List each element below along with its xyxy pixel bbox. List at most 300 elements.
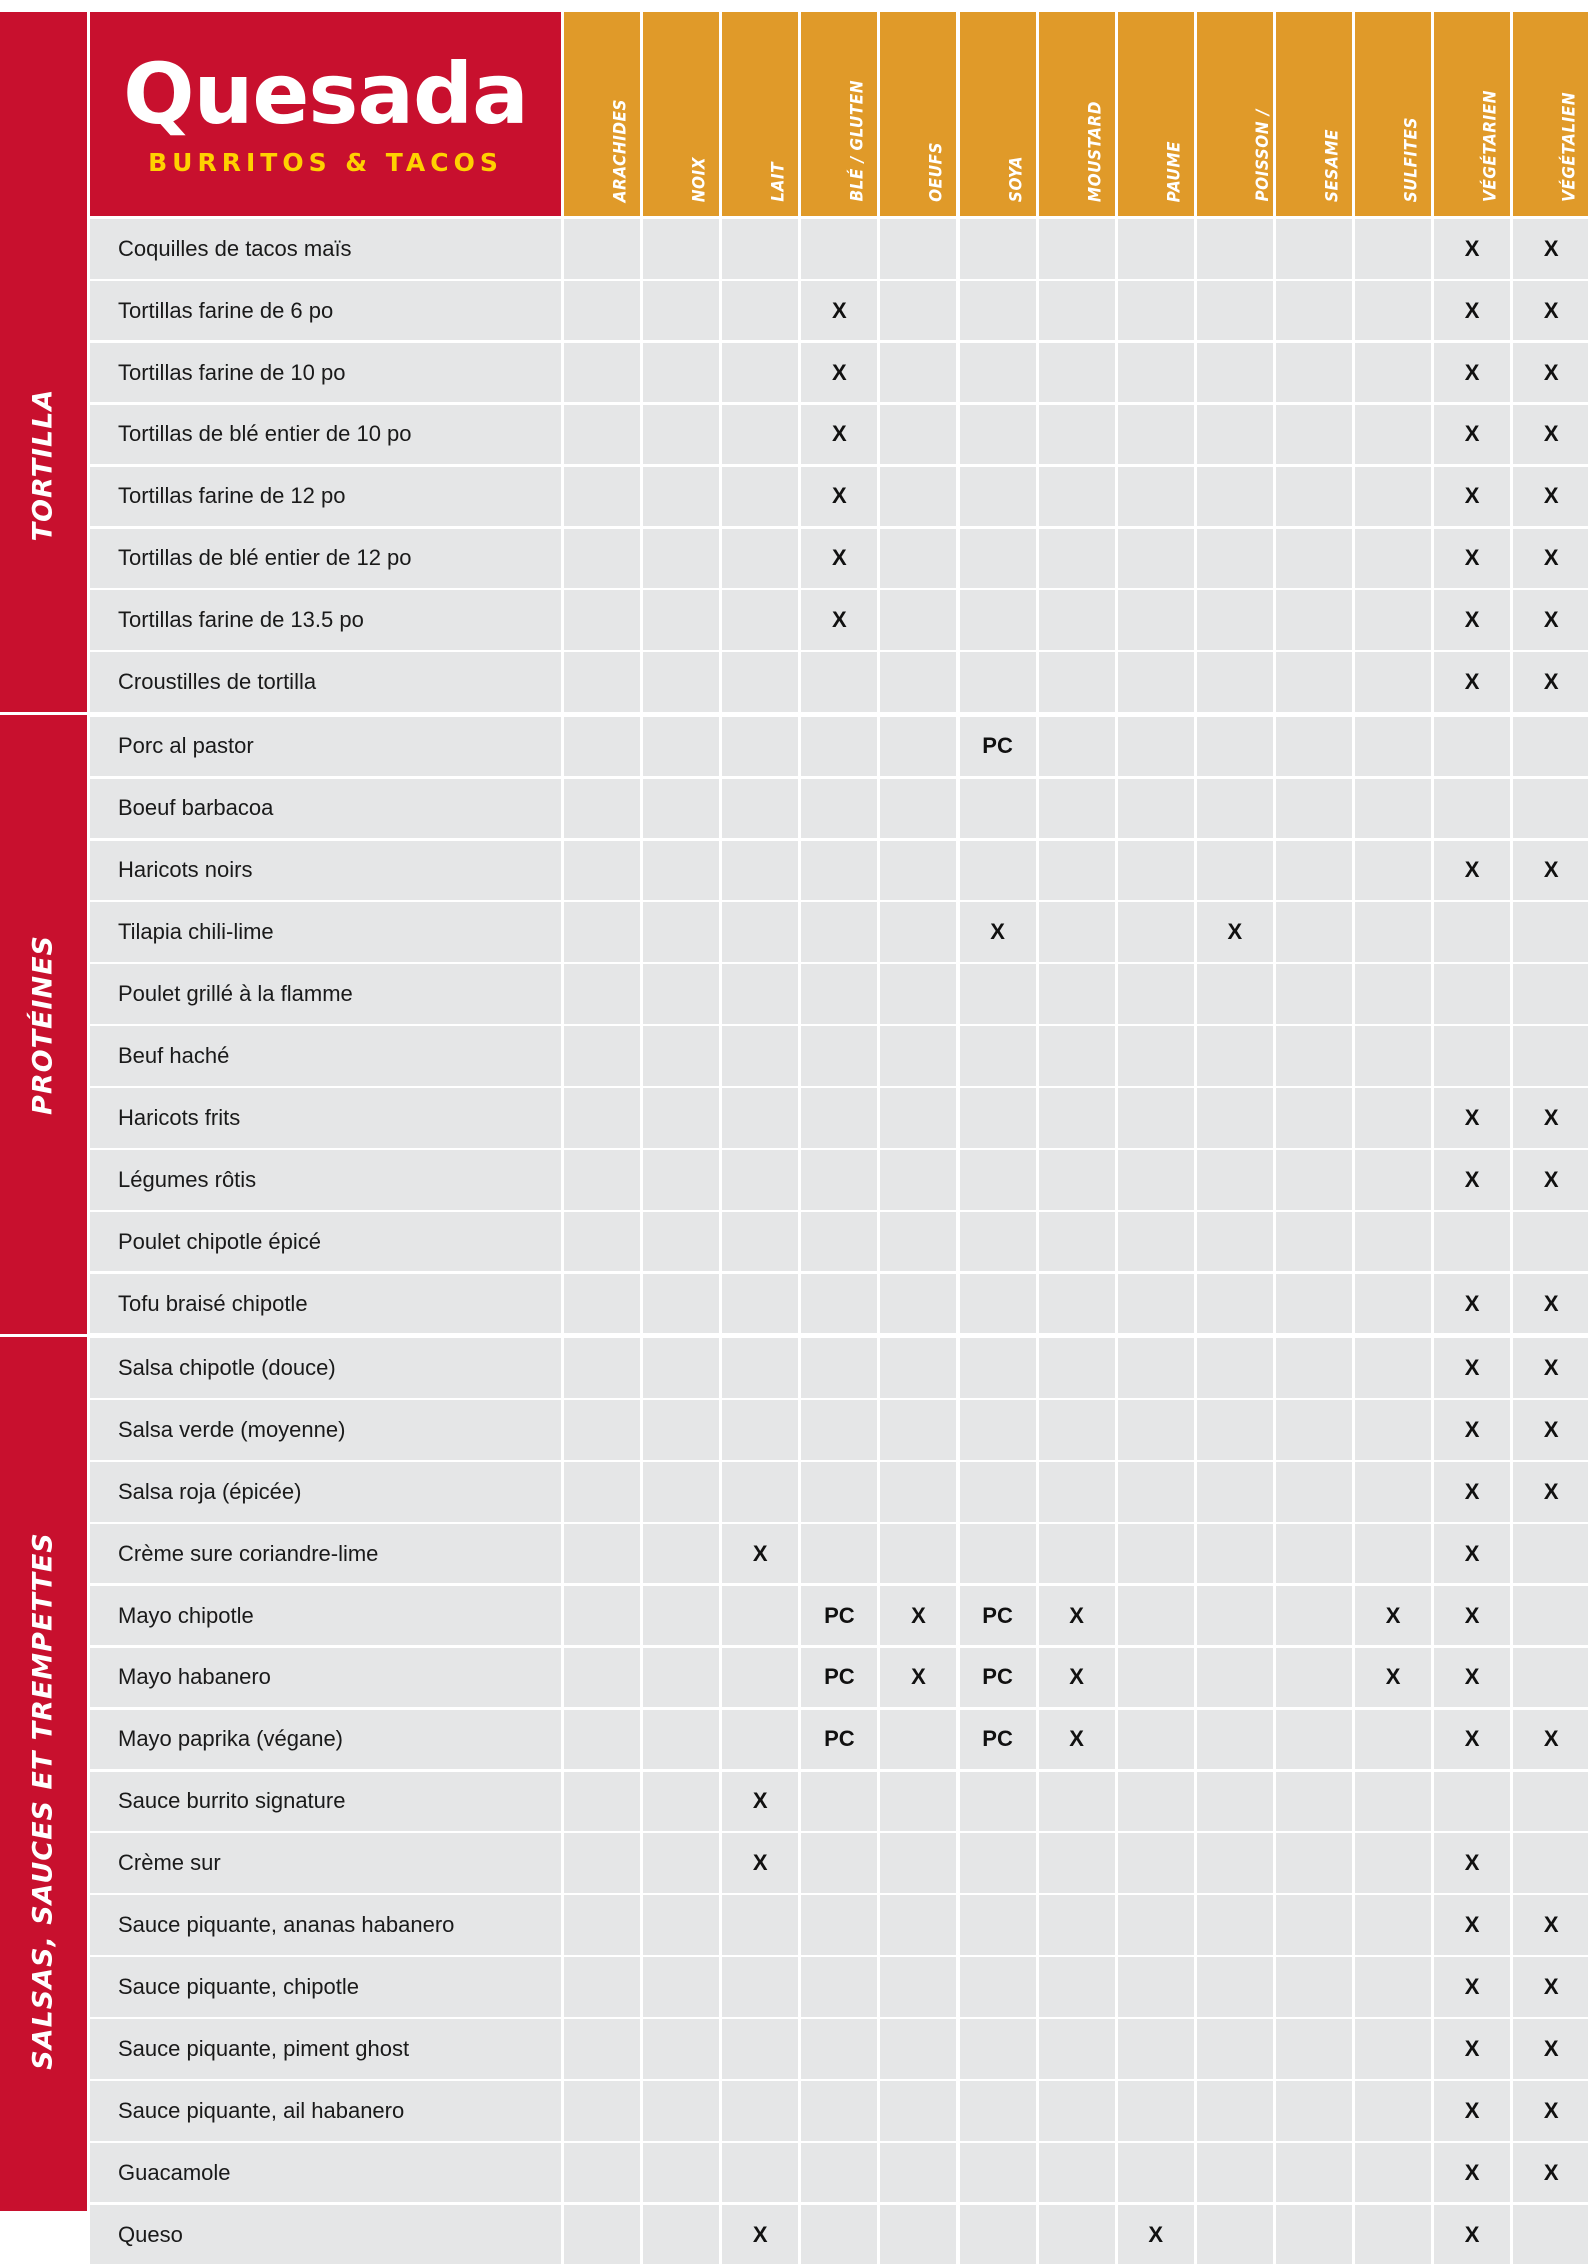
allergen-mark: PC bbox=[982, 733, 1013, 759]
allergen-mark: X bbox=[911, 1602, 926, 1628]
allergen-cell bbox=[1513, 1772, 1588, 1832]
allergen-cell bbox=[643, 1088, 719, 1148]
allergen-cell bbox=[1118, 281, 1194, 341]
allergen-cell bbox=[1513, 1150, 1588, 1210]
allergen-mark: X bbox=[1543, 1166, 1559, 1192]
row-item-name: Tilapia chili-lime bbox=[118, 919, 274, 945]
table-row bbox=[90, 1400, 561, 1460]
allergen-cell bbox=[1197, 1088, 1273, 1148]
allergen-cell bbox=[564, 590, 640, 650]
allergen-cell bbox=[1355, 1772, 1431, 1832]
allergen-cell bbox=[1355, 717, 1431, 777]
allergen-mark: X bbox=[1543, 1416, 1559, 1442]
allergen-cell bbox=[1513, 1026, 1588, 1086]
allergen-cell bbox=[1118, 902, 1194, 962]
allergen-cell bbox=[801, 1772, 877, 1832]
allergen-cell bbox=[801, 1212, 877, 1272]
allergen-mark: PC bbox=[982, 1726, 1013, 1752]
row-item-name: Poulet chipotle épicé bbox=[118, 1228, 322, 1254]
allergen-cell bbox=[1276, 281, 1352, 341]
allergen-cell bbox=[1276, 1338, 1352, 1398]
allergen-cell bbox=[1118, 717, 1194, 777]
allergen-cell bbox=[1513, 1833, 1588, 1893]
allergen-cell bbox=[1197, 1833, 1273, 1893]
allergen-cell bbox=[564, 1957, 640, 2017]
allergen-cell bbox=[722, 590, 798, 650]
allergen-cell bbox=[1513, 281, 1588, 341]
allergen-cell bbox=[801, 590, 877, 650]
table-row bbox=[90, 1895, 561, 1955]
row-item-name: Coquilles de tacos maïs bbox=[118, 235, 352, 261]
allergen-cell bbox=[1197, 1274, 1273, 1334]
allergen-cell bbox=[801, 779, 877, 839]
allergen-cell bbox=[1197, 219, 1273, 279]
allergen-cell bbox=[722, 1895, 798, 1955]
column-header-label: MOUSTARD bbox=[1085, 100, 1106, 202]
allergen-cell bbox=[643, 343, 719, 403]
allergen-cell bbox=[1355, 343, 1431, 403]
allergen-cell bbox=[1118, 841, 1194, 901]
allergen-mark: X bbox=[832, 545, 847, 571]
allergen-cell bbox=[1355, 2143, 1431, 2203]
allergen-mark: X bbox=[1464, 2159, 1480, 2185]
allergen-cell bbox=[1197, 1462, 1273, 1522]
allergen-cell bbox=[1197, 2081, 1273, 2141]
allergen-cell bbox=[643, 1524, 719, 1584]
allergen-cell bbox=[880, 529, 956, 589]
allergen-cell bbox=[801, 219, 877, 279]
allergen-cell bbox=[722, 467, 798, 527]
allergen-cell bbox=[722, 902, 798, 962]
allergen-cell bbox=[1434, 1772, 1510, 1832]
allergen-cell bbox=[1355, 652, 1431, 712]
column-header-label: OEUFS bbox=[926, 142, 947, 202]
allergen-cell bbox=[1197, 590, 1273, 650]
allergen-mark: X bbox=[1464, 2035, 1480, 2061]
table-row bbox=[90, 964, 561, 1024]
allergen-mark: PC bbox=[982, 1602, 1013, 1628]
allergen-cell bbox=[1434, 652, 1510, 712]
table-row bbox=[90, 2205, 561, 2264]
allergen-cell bbox=[801, 1400, 877, 1460]
allergen-cell bbox=[722, 717, 798, 777]
allergen-mark: X bbox=[990, 919, 1005, 945]
allergen-mark: X bbox=[832, 359, 847, 385]
allergen-cell bbox=[1197, 1772, 1273, 1832]
allergen-mark: X bbox=[1069, 1664, 1084, 1690]
allergen-cell bbox=[1039, 1212, 1115, 1272]
allergen-cell bbox=[1513, 652, 1588, 712]
allergen-cell bbox=[722, 1400, 798, 1460]
allergen-cell bbox=[801, 1524, 877, 1584]
allergen-cell bbox=[1434, 590, 1510, 650]
allergen-cell bbox=[801, 1957, 877, 2017]
allergen-cell bbox=[1276, 2081, 1352, 2141]
allergen-cell bbox=[1355, 1338, 1431, 1398]
allergen-cell bbox=[1197, 717, 1273, 777]
allergen-cell bbox=[880, 1833, 956, 1893]
row-item-name: Haricots frits bbox=[118, 1104, 241, 1130]
allergen-mark: X bbox=[1464, 483, 1480, 509]
allergen-cell bbox=[643, 281, 719, 341]
allergen-cell bbox=[1197, 652, 1273, 712]
allergen-cell bbox=[801, 2081, 877, 2141]
allergen-cell bbox=[1276, 405, 1352, 465]
allergen-cell bbox=[1513, 1212, 1588, 1272]
row-item-name: Haricots noirs bbox=[118, 857, 253, 883]
allergen-mark: X bbox=[1464, 1354, 1480, 1380]
allergen-cell bbox=[1513, 1462, 1588, 1522]
allergen-cell bbox=[564, 841, 640, 901]
allergen-cell bbox=[880, 1150, 956, 1210]
allergen-cell bbox=[880, 1338, 956, 1398]
allergen-cell bbox=[801, 1462, 877, 1522]
allergen-mark: X bbox=[1464, 235, 1480, 261]
allergen-cell bbox=[960, 219, 1036, 279]
allergen-cell bbox=[960, 467, 1036, 527]
brand-logo bbox=[90, 12, 561, 216]
allergen-cell bbox=[1039, 1400, 1115, 1460]
allergen-cell bbox=[1434, 1895, 1510, 1955]
allergen-cell bbox=[1434, 1338, 1510, 1398]
allergen-cell bbox=[643, 1833, 719, 1893]
table-row bbox=[90, 902, 561, 962]
allergen-cell bbox=[1118, 1400, 1194, 1460]
allergen-cell bbox=[1197, 529, 1273, 589]
allergen-cell bbox=[1039, 467, 1115, 527]
allergen-cell bbox=[880, 2143, 956, 2203]
allergen-cell bbox=[1118, 2143, 1194, 2203]
allergen-cell bbox=[1039, 717, 1115, 777]
allergen-cell bbox=[722, 529, 798, 589]
allergen-cell bbox=[643, 1274, 719, 1334]
allergen-cell bbox=[1197, 281, 1273, 341]
allergen-cell bbox=[1039, 343, 1115, 403]
allergen-cell bbox=[564, 219, 640, 279]
allergen-cell bbox=[564, 1212, 640, 1272]
allergen-cell bbox=[1355, 1462, 1431, 1522]
allergen-cell bbox=[1434, 1026, 1510, 1086]
row-item-name: Porc al pastor bbox=[118, 733, 254, 759]
allergen-cell bbox=[564, 1710, 640, 1770]
allergen-cell bbox=[1197, 1586, 1273, 1646]
allergen-cell bbox=[564, 1338, 640, 1398]
allergen-cell bbox=[1355, 590, 1431, 650]
allergen-cell bbox=[1513, 717, 1588, 777]
allergen-cell bbox=[643, 1586, 719, 1646]
allergen-cell bbox=[1355, 1524, 1431, 1584]
allergen-cell bbox=[1434, 964, 1510, 1024]
allergen-cell bbox=[1118, 405, 1194, 465]
allergen-cell bbox=[1039, 902, 1115, 962]
allergen-mark: X bbox=[1543, 545, 1559, 571]
allergen-cell bbox=[1197, 1338, 1273, 1398]
allergen-mark: X bbox=[752, 2221, 768, 2247]
allergen-cell bbox=[1434, 405, 1510, 465]
allergen-cell bbox=[1513, 467, 1588, 527]
allergen-mark: X bbox=[1464, 1104, 1480, 1130]
table-row bbox=[90, 1957, 561, 2017]
allergen-cell bbox=[1434, 1586, 1510, 1646]
allergen-cell bbox=[643, 2205, 719, 2264]
allergen-cell bbox=[1039, 1088, 1115, 1148]
allergen-cell bbox=[1276, 219, 1352, 279]
allergen-mark: X bbox=[1543, 607, 1559, 633]
allergen-cell bbox=[1276, 2019, 1352, 2079]
allergen-cell bbox=[1118, 2081, 1194, 2141]
allergen-cell bbox=[801, 2143, 877, 2203]
allergen-cell bbox=[1513, 590, 1588, 650]
allergen-cell bbox=[1355, 2019, 1431, 2079]
allergen-cell bbox=[960, 1274, 1036, 1334]
allergen-cell bbox=[960, 2205, 1036, 2264]
allergen-cell bbox=[1434, 281, 1510, 341]
allergen-cell bbox=[1355, 1895, 1431, 1955]
allergen-cell bbox=[643, 1648, 719, 1708]
allergen-mark: X bbox=[1464, 1602, 1480, 1628]
allergen-cell bbox=[880, 405, 956, 465]
allergen-cell bbox=[722, 1648, 798, 1708]
table-row bbox=[90, 1088, 561, 1148]
allergen-cell bbox=[643, 1895, 719, 1955]
allergen-cell bbox=[880, 1957, 956, 2017]
allergen-cell bbox=[960, 2081, 1036, 2141]
allergen-cell bbox=[1276, 1150, 1352, 1210]
allergen-cell bbox=[801, 343, 877, 403]
allergen-cell bbox=[722, 1772, 798, 1832]
allergen-cell bbox=[1513, 1710, 1588, 1770]
allergen-cell bbox=[1118, 1462, 1194, 1522]
table-row bbox=[90, 1462, 561, 1522]
allergen-cell bbox=[564, 902, 640, 962]
allergen-cell bbox=[1355, 1026, 1431, 1086]
allergen-mark: X bbox=[1464, 421, 1480, 447]
allergen-cell bbox=[722, 281, 798, 341]
allergen-cell bbox=[880, 1274, 956, 1334]
allergen-cell bbox=[1276, 1833, 1352, 1893]
allergen-cell bbox=[1276, 1895, 1352, 1955]
table-row bbox=[90, 405, 561, 465]
allergen-cell bbox=[722, 2205, 798, 2264]
table-row bbox=[90, 219, 561, 279]
allergen-cell bbox=[1197, 2143, 1273, 2203]
allergen-cell bbox=[1039, 2205, 1115, 2264]
allergen-cell bbox=[1276, 1212, 1352, 1272]
column-header-label: PAUME bbox=[1164, 140, 1185, 202]
allergen-mark: X bbox=[1543, 235, 1559, 261]
allergen-cell bbox=[643, 405, 719, 465]
allergen-cell bbox=[1276, 902, 1352, 962]
column-header bbox=[564, 12, 640, 216]
section-divider bbox=[0, 712, 87, 715]
allergen-cell bbox=[960, 1772, 1036, 1832]
allergen-cell bbox=[1513, 964, 1588, 1024]
section-divider bbox=[0, 1334, 87, 1337]
column-header bbox=[1513, 12, 1588, 216]
column-header-label: POISSON / bbox=[1252, 109, 1273, 202]
allergen-cell bbox=[880, 841, 956, 901]
allergen-cell bbox=[1434, 1088, 1510, 1148]
allergen-cell bbox=[1197, 1710, 1273, 1770]
allergen-cell bbox=[1276, 2205, 1352, 2264]
allergen-cell bbox=[564, 1088, 640, 1148]
allergen-mark: X bbox=[752, 1850, 768, 1876]
allergen-cell bbox=[1039, 1833, 1115, 1893]
table-row bbox=[90, 281, 561, 341]
allergen-cell bbox=[643, 964, 719, 1024]
column-header-label: LAIT bbox=[768, 162, 789, 202]
allergen-cell bbox=[1355, 529, 1431, 589]
row-item-name: Tortillas farine de 12 po bbox=[118, 483, 346, 509]
allergen-cell bbox=[1197, 902, 1273, 962]
allergen-mark: X bbox=[1464, 1416, 1480, 1442]
table-row bbox=[90, 1772, 561, 1832]
allergen-mark: X bbox=[1069, 1602, 1084, 1628]
allergen-cell bbox=[1118, 467, 1194, 527]
column-header bbox=[960, 12, 1036, 216]
allergen-cell bbox=[1276, 1524, 1352, 1584]
row-item-name: Tortillas de blé entier de 10 po bbox=[118, 421, 412, 447]
allergen-cell bbox=[880, 1895, 956, 1955]
allergen-mark: X bbox=[1464, 1166, 1480, 1192]
column-header bbox=[1355, 12, 1431, 216]
allergen-cell bbox=[1355, 1088, 1431, 1148]
allergen-cell bbox=[643, 2019, 719, 2079]
allergen-cell bbox=[1197, 1026, 1273, 1086]
allergen-mark: X bbox=[832, 483, 847, 509]
allergen-cell bbox=[801, 529, 877, 589]
allergen-cell bbox=[722, 779, 798, 839]
allergen-cell bbox=[564, 405, 640, 465]
allergen-cell bbox=[564, 1026, 640, 1086]
allergen-cell bbox=[643, 717, 719, 777]
allergen-cell bbox=[880, 2081, 956, 2141]
allergen-cell bbox=[1276, 1274, 1352, 1334]
allergen-cell bbox=[1039, 281, 1115, 341]
allergen-cell bbox=[1197, 1212, 1273, 1272]
allergen-cell bbox=[1039, 1895, 1115, 1955]
allergen-cell bbox=[1039, 1648, 1115, 1708]
allergen-cell bbox=[1276, 779, 1352, 839]
allergen-cell bbox=[1039, 1957, 1115, 2017]
allergen-cell bbox=[722, 652, 798, 712]
table-row bbox=[90, 717, 561, 777]
allergen-cell bbox=[1434, 1524, 1510, 1584]
allergen-cell bbox=[564, 1895, 640, 1955]
allergen-cell bbox=[1355, 1150, 1431, 1210]
allergen-cell bbox=[564, 1833, 640, 1893]
allergen-cell bbox=[1434, 1833, 1510, 1893]
allergen-cell bbox=[1276, 2143, 1352, 2203]
allergen-cell bbox=[1197, 841, 1273, 901]
allergen-cell bbox=[1197, 405, 1273, 465]
allergen-cell bbox=[1355, 1274, 1431, 1334]
allergen-cell bbox=[801, 1274, 877, 1334]
allergen-cell bbox=[1118, 779, 1194, 839]
allergen-cell bbox=[643, 1026, 719, 1086]
allergen-cell bbox=[1118, 343, 1194, 403]
row-item-name: Mayo chipotle bbox=[118, 1602, 254, 1628]
allergen-cell bbox=[960, 1088, 1036, 1148]
allergen-cell bbox=[1513, 405, 1588, 465]
allergen-cell bbox=[1197, 343, 1273, 403]
allergen-cell bbox=[1118, 1150, 1194, 1210]
allergen-cell bbox=[643, 1957, 719, 2017]
allergen-mark: X bbox=[1385, 1664, 1401, 1690]
allergen-cell bbox=[880, 2019, 956, 2079]
row-item-name: Sauce piquante, chipotle bbox=[118, 1973, 359, 1999]
row-item-name: Salsa chipotle (douce) bbox=[118, 1354, 336, 1380]
allergen-cell bbox=[1039, 1710, 1115, 1770]
table-row bbox=[90, 1274, 561, 1334]
allergen-cell bbox=[1276, 529, 1352, 589]
allergen-cell bbox=[643, 779, 719, 839]
row-item-name: Croustilles de tortilla bbox=[118, 669, 317, 695]
allergen-cell bbox=[1355, 219, 1431, 279]
table-row bbox=[90, 529, 561, 589]
allergen-cell bbox=[1197, 1400, 1273, 1460]
allergen-cell bbox=[722, 2081, 798, 2141]
column-header bbox=[1039, 12, 1115, 216]
allergen-cell bbox=[880, 1648, 956, 1708]
allergen-cell bbox=[1276, 590, 1352, 650]
row-item-name: Queso bbox=[118, 2221, 183, 2247]
allergen-cell bbox=[722, 2019, 798, 2079]
allergen-mark: X bbox=[1464, 359, 1480, 385]
allergen-cell bbox=[1276, 1710, 1352, 1770]
allergen-mark: X bbox=[1464, 1664, 1480, 1690]
allergen-cell bbox=[960, 1586, 1036, 1646]
allergen-cell bbox=[1197, 1648, 1273, 1708]
allergen-cell bbox=[1039, 1150, 1115, 1210]
allergen-cell bbox=[643, 1772, 719, 1832]
allergen-cell bbox=[960, 2143, 1036, 2203]
allergen-mark: X bbox=[1543, 359, 1559, 385]
allergen-cell bbox=[1039, 1772, 1115, 1832]
allergen-cell bbox=[960, 717, 1036, 777]
allergen-cell bbox=[1355, 1586, 1431, 1646]
allergen-cell bbox=[801, 1710, 877, 1770]
table-row bbox=[90, 2081, 561, 2141]
allergen-mark: PC bbox=[824, 1726, 855, 1752]
allergen-cell bbox=[722, 964, 798, 1024]
column-header-label: BLÉ / GLUTEN bbox=[847, 80, 868, 202]
table-row bbox=[90, 1648, 561, 1708]
allergen-cell bbox=[722, 1586, 798, 1646]
allergen-cell bbox=[960, 841, 1036, 901]
allergen-cell bbox=[1434, 529, 1510, 589]
row-item-name: Crème sur bbox=[118, 1850, 221, 1876]
allergen-cell bbox=[643, 1338, 719, 1398]
column-header bbox=[722, 12, 798, 216]
allergen-cell bbox=[722, 219, 798, 279]
allergen-cell bbox=[1039, 2143, 1115, 2203]
allergen-cell bbox=[880, 964, 956, 1024]
allergen-mark: X bbox=[1543, 483, 1559, 509]
allergen-mark: X bbox=[1543, 1973, 1559, 1999]
allergen-cell bbox=[801, 2205, 877, 2264]
allergen-cell bbox=[1118, 1833, 1194, 1893]
allergen-cell bbox=[643, 1462, 719, 1522]
allergen-cell bbox=[1039, 2081, 1115, 2141]
allergen-cell bbox=[564, 652, 640, 712]
allergen-cell bbox=[1434, 2205, 1510, 2264]
allergen-cell bbox=[880, 652, 956, 712]
allergen-cell bbox=[880, 1586, 956, 1646]
allergen-cell bbox=[1039, 1462, 1115, 1522]
allergen-cell bbox=[960, 1400, 1036, 1460]
allergen-cell bbox=[1513, 2205, 1588, 2264]
